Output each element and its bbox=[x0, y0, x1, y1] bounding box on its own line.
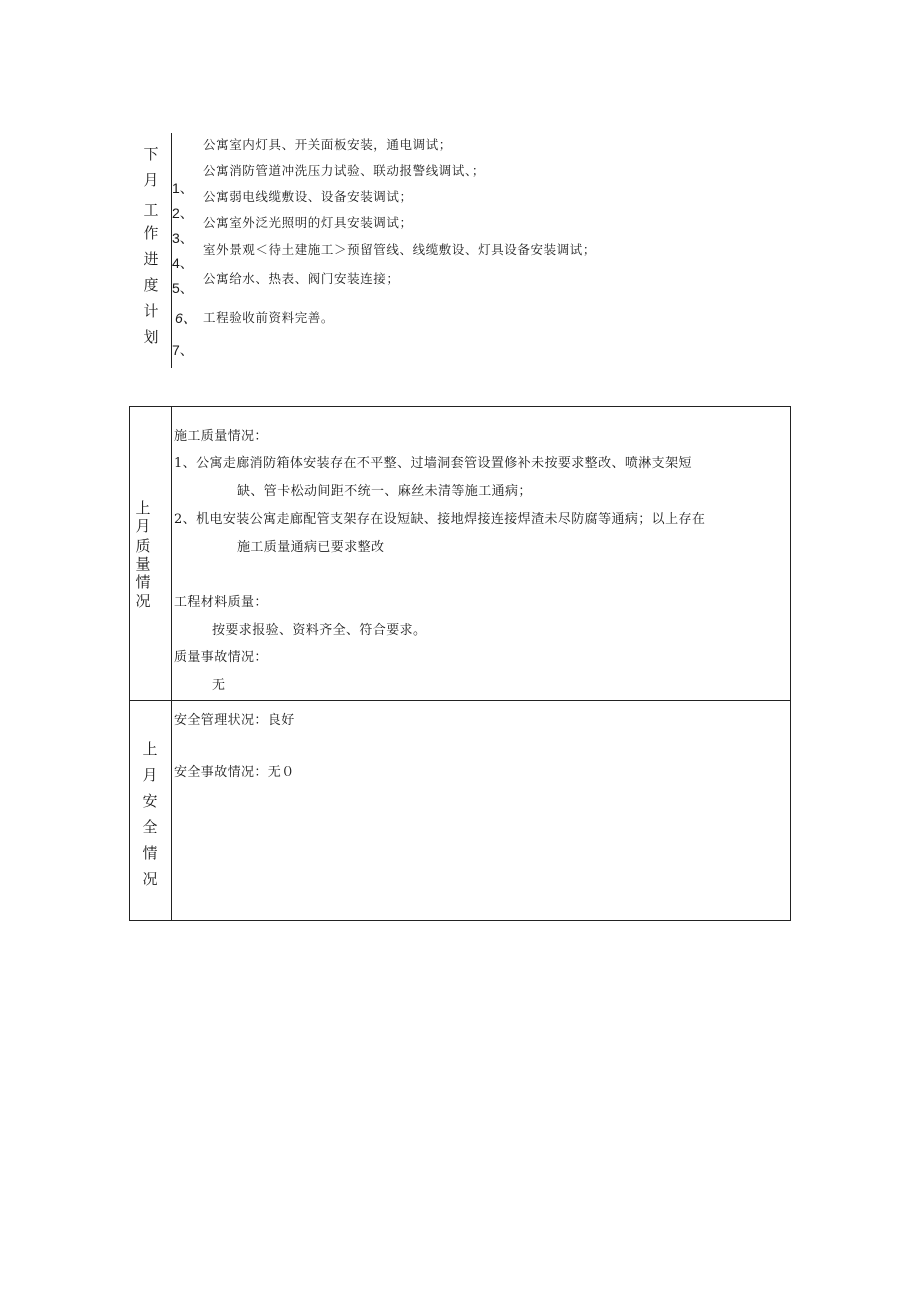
plan-item: 公寓消防管道冲洗压力试验、联动报警线调试、； bbox=[203, 163, 485, 178]
plan-item-number: 1、 bbox=[172, 180, 194, 196]
plan-divider bbox=[171, 133, 172, 368]
plan-item: 公寓室内灯具、开关面板安装，通电调试； bbox=[203, 137, 452, 152]
material-quality-value: 按要求报验、资料齐全、符合要求。 bbox=[212, 623, 427, 638]
plan-item-number: 6、 bbox=[175, 310, 197, 326]
quality-accident-value: 无 bbox=[212, 678, 226, 693]
safety-management-status: 安全管理状况：良好 bbox=[174, 713, 295, 728]
table-column-divider bbox=[171, 406, 172, 921]
plan-item-number: 2、 bbox=[172, 205, 194, 221]
quality-accident-label: 质量事故情况： bbox=[174, 650, 268, 665]
quality-title: 施工质量情况： bbox=[174, 429, 268, 444]
quality-heading-char: 月 bbox=[135, 517, 151, 535]
table-border-bottom bbox=[129, 920, 791, 921]
safety-heading-char: 全 bbox=[142, 818, 158, 836]
plan-item-number: 3、 bbox=[172, 230, 194, 246]
plan-item: 室外景观＜待土建施工＞预留管线、线缆敷设、灯具设备安装调试； bbox=[203, 242, 597, 257]
plan-heading-char: 月 bbox=[143, 171, 159, 189]
quality-item-1-line-2: 缺、管卡松动间距不统一、麻丝未清等施工通病； bbox=[237, 484, 532, 499]
table-border-left bbox=[129, 406, 130, 921]
safety-heading-char: 月 bbox=[142, 766, 158, 784]
table-border-right bbox=[790, 406, 791, 921]
safety-heading-char: 况 bbox=[142, 870, 158, 888]
quality-heading-char: 情 bbox=[135, 573, 151, 591]
plan-heading-char: 工 bbox=[143, 201, 159, 219]
plan-heading-char: 进 bbox=[143, 250, 159, 268]
plan-heading-char: 划 bbox=[143, 328, 159, 346]
plan-heading-char: 作 bbox=[143, 224, 159, 242]
plan-heading-char: 计 bbox=[143, 302, 159, 320]
safety-heading-char: 上 bbox=[142, 740, 158, 758]
plan-item: 公寓给水、热表、阀门安装连接； bbox=[203, 271, 400, 286]
quality-heading-char: 量 bbox=[135, 555, 151, 573]
plan-item: 公寓室外泛光照明的灯具安装调试； bbox=[203, 215, 413, 230]
quality-item-2-line-1: 2、机电安装公寓走廊配管支架存在设短缺、接地焊接连接焊渣未尽防腐等通病；以上存在 bbox=[174, 512, 706, 527]
plan-item-number: 5、 bbox=[172, 280, 194, 296]
safety-heading-char: 安 bbox=[142, 792, 158, 810]
table-border-top bbox=[129, 406, 791, 407]
material-quality-label: 工程材料质量： bbox=[174, 595, 268, 610]
table-row-divider bbox=[129, 700, 791, 701]
quality-item-2-line-2: 施工质量通病已要求整改 bbox=[237, 540, 385, 555]
quality-item-1-line-1: 1、公寓走廊消防箱体安装存在不平整、过墙洞套管设置修补未按要求整改、喷淋支架短 bbox=[174, 456, 692, 471]
plan-item: 公寓弱电线缆敷设、设备安装调试； bbox=[203, 189, 413, 204]
quality-heading-char: 上 bbox=[135, 499, 151, 517]
plan-item-number: 7、 bbox=[172, 342, 194, 358]
safety-heading-char: 情 bbox=[142, 844, 158, 862]
safety-accident-status: 安全事故情况：无０ bbox=[174, 765, 295, 780]
quality-heading-char: 况 bbox=[135, 592, 151, 610]
plan-heading-char: 下 bbox=[143, 145, 159, 163]
plan-item-number: 4、 bbox=[172, 255, 194, 271]
plan-heading-char: 度 bbox=[143, 276, 159, 294]
plan-item: 工程验收前资料完善。 bbox=[203, 310, 335, 325]
quality-heading-char: 质 bbox=[135, 537, 151, 555]
